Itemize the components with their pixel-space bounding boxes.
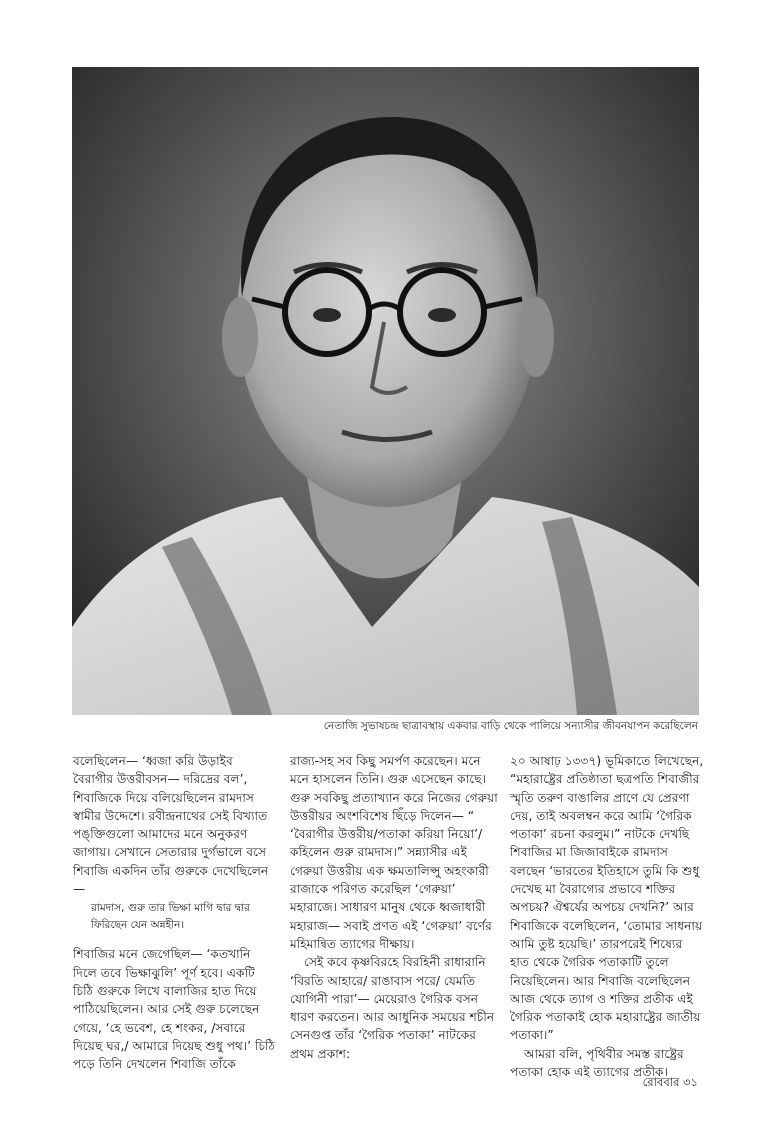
article-column-2: [290, 752, 500, 1063]
portrait-illustration: [72, 67, 699, 715]
paragraph: ২০ আষাঢ় ১৩৩৭) ভূমিকাতে লিখেছেন, “মহারাষ্ট্রের প্রতিষ্ঠাতা ছত্রপতি শিবাজীর স্মৃতি তরুণ বাঙালির প্রাণে যে প্রেরণা দেয়, তাই অবলম্বন করে আমি ‘গৈরিক পতাকা’ রচনা করলুম।” নাটকে দেখছি শিবাজির মা জিজাবাইকে রামদাস বলছেন ‘ভারতের ইতিহাসে তুমি কি শুধু দেখেছ মা বৈরাগ্যের প্রভাবে শক্তির অপচয়? ঐশ্বর্যের অপচয় দেখনি?’ আর শিবাজিকে বলেছিলেন, ‘তোমার সাধনায় আমি তুষ্ট হয়েছি।’ তারপরেই শিষ্যের হাত থেকে গৈরিক পতাকাটি তুলে নিয়েছিলেন। আর শিবাজি বলেছিলেন আজ থেকে ত্যাগ ও শক্তির প্রতীক এই গৈরিক পতাকাই হোক মহারাষ্ট্রের জাতীয় পতাকা।”: [510, 754, 704, 1043]
photo-caption: নেতাজি সুভাষচন্দ্র ছাত্রাবস্থায় একবার বাড়ি থেকে পালিয়ে সন্যাসীর জীবনযাপন করেছিলেন: [323, 720, 698, 732]
article-column-3: [510, 752, 705, 1081]
article-column-1: [73, 752, 276, 1073]
page-folio: রোববার ৩১: [642, 1075, 698, 1089]
paragraph: বলেছিলেন— ‘ধ্বজা করি উড়াইব বৈরাগীর উত্তরীবসন— দরিদ্রের বল’, শিবাজিকে দিয়ে বলিয়েছিলেন রামদাস স্বামীর উদ্দেশে। রবীন্দ্রনাথের সেই বিখ্যাত পঙ্‌ক্তিগুলো আমাদের মনে অনুকরণ জাগায়। সেখানে সেতারার দুর্গভালে বসে শিবাজি একদিন তাঁর গুরুকে দেখেছিলেন—: [73, 754, 269, 897]
poem-quote: রামদাস, গুরু তার ভিক্ষা মাগি দ্বার দ্বার ফিরিছেন যেন অন্নহীন।: [91, 902, 250, 931]
paragraph: রাজ্য-সহ সব কিছু সমর্পণ করেছেন। মনে মনে হাসলেন তিনি। গুরু এসেছেন কাছে। গুরু সবকিছু প্রত্যাখ্যান করে নিজের গেরুয়া উত্তরীয়র অংশবিশেষ ছিঁড়ে দিলেন— “ ‘বৈরাগীর উত্তরীয়/পতাকা করিয়া নিয়ো’/ কহিলেন গুরু রামদাস।” সন্ন্যাসীর এই গেরুয়া উত্তরীয় এক ক্ষমতালিপ্সু অহংকারী রাজাকে পরিণত করেছিল ‘গেরুয়া’ মহারাজে। সাধারণ মানুষ থেকে ধ্বজাধারী মহারাজ— সবাই প্রণত এই ‘গেরুয়া’ বর্ণের মহিমান্বিত ত্যাগের দীক্ষায়।: [290, 754, 498, 951]
portrait-photo: [72, 67, 699, 715]
paragraph: আমরা বলি, পৃথিবীর সমস্ত রাষ্ট্রের পতাকা হোক এই ত্যাগের প্রতীক।: [510, 1046, 684, 1080]
paragraph: সেই কবে কৃষ্ণবিরহে বিরহিনী রাধারানি ‘বিরতি আহারে/ রাঙাবাস পরে/ যেমতি যোগিনী পারা’— মেয়েরাও গৈরিক বসন ধারণ করতেন। আর আধুনিক সময়ের শচীন সেনগুপ্ত তাঁর ‘গৈরিক পতাকা’ নাটকের প্রথম প্রকাশ:: [290, 955, 495, 1061]
paragraph: শিবাজির মনে জেগেছিল— ‘কতখানি দিলে তবে ভিক্ষাঝুলি’ পূর্ণ হবে। একটি চিঠি গুরুকে লিখে বালাজির হাত দিয়ে পাঠিয়েছিলেন। আর সেই গুরু চলেছেন গেয়ে, ‘হে ভবেশ, হে শংকর, /সবারে দিয়েছ ঘর,/ আমারে দিয়েছ শুধু পথ।’ চিঠি পড়ে তিনি দেখলেন শিবাজি তাঁকে: [73, 947, 276, 1072]
